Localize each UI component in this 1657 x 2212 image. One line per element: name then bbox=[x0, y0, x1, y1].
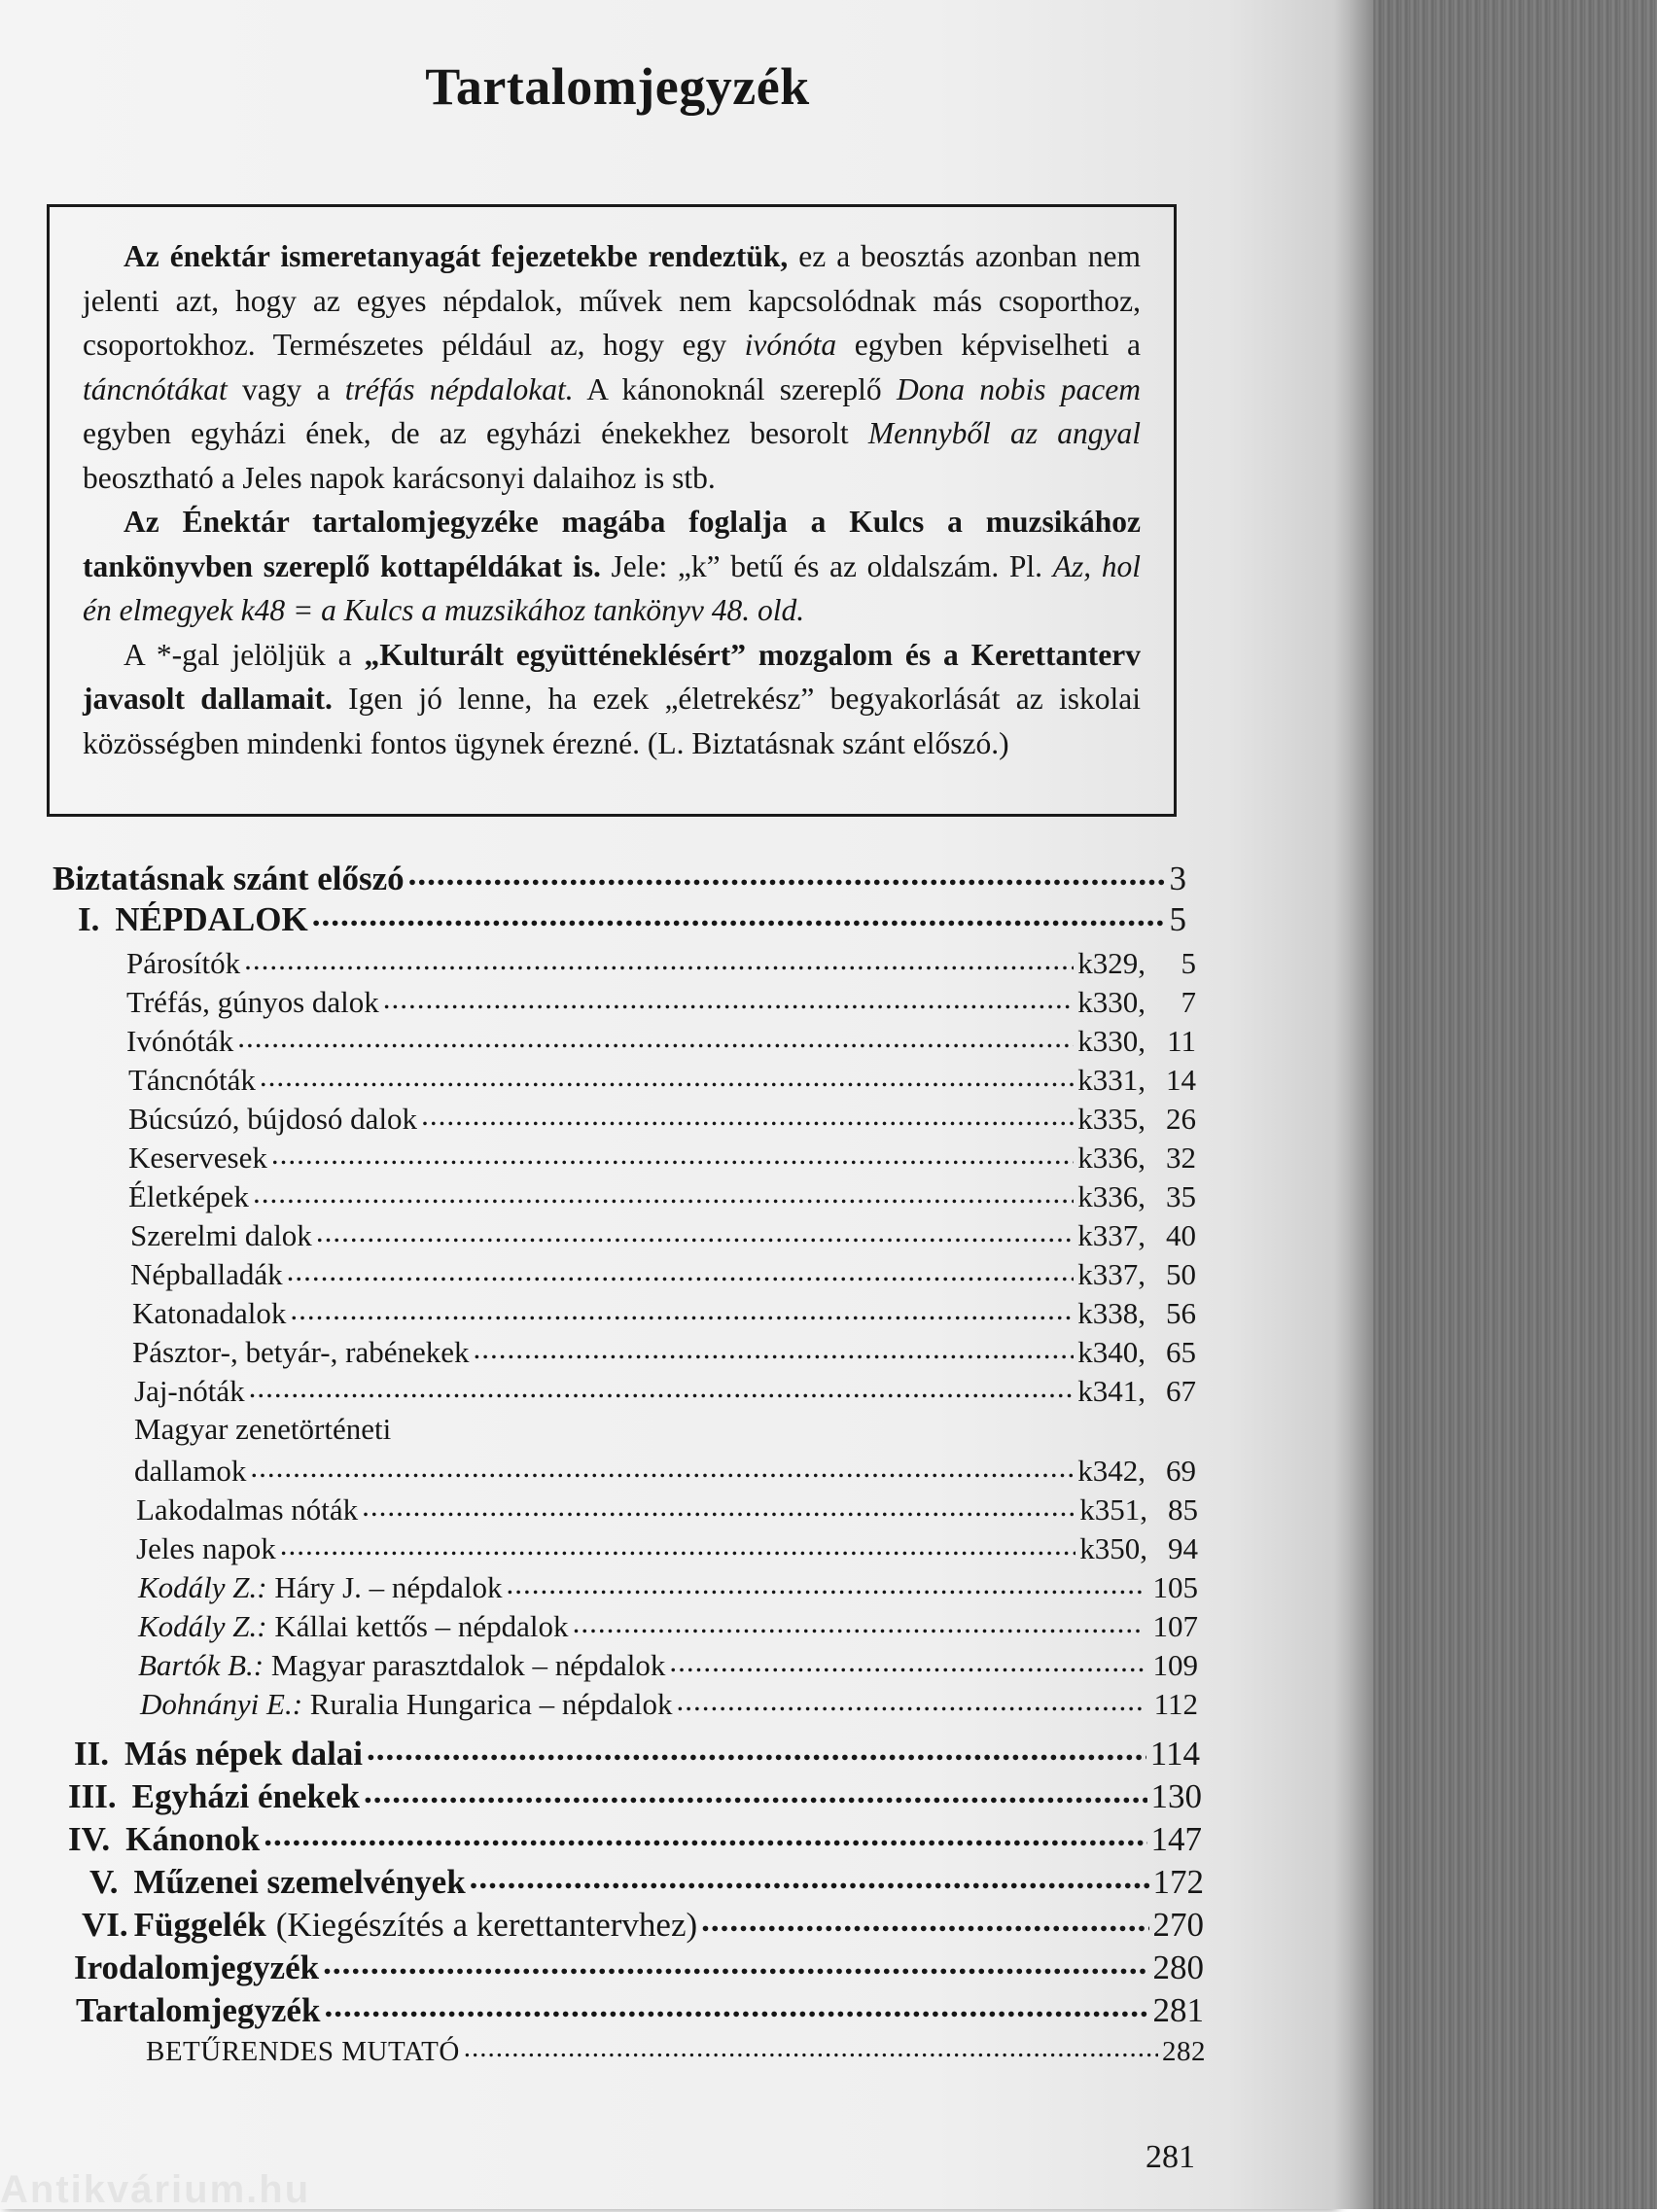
toc-entry-page: 50 bbox=[1166, 1257, 1196, 1291]
intro-p1-text-f: beosztható a Jeles napok karácsonyi dalaihoz is stb. bbox=[83, 460, 716, 495]
intro-p2-text-a: Jele: „k” betű és az oldalszám. Pl. bbox=[600, 548, 1053, 583]
leader-dots bbox=[573, 1606, 1144, 1636]
intro-p1-italic-3: tréfás népdalokat. bbox=[344, 371, 574, 406]
toc-entry-label: Keservesek bbox=[128, 1141, 267, 1175]
toc-entry[interactable] bbox=[74, 1731, 1200, 1773]
toc-entry-label: Táncnóták bbox=[128, 1063, 256, 1097]
toc-entry[interactable] bbox=[130, 1215, 1196, 1253]
toc-entry[interactable] bbox=[126, 943, 1196, 981]
toc-entry-label: Ruralia Hungarica – népdalok bbox=[309, 1687, 673, 1721]
toc-entry-label: Népballadák bbox=[130, 1257, 283, 1291]
toc-entry-kref: k337, bbox=[1077, 1218, 1146, 1252]
toc-entry[interactable] bbox=[132, 1332, 1196, 1370]
toc-entry-label: Magyar parasztdalok – népdalok bbox=[270, 1648, 666, 1682]
toc-entry-kref: k329, bbox=[1077, 946, 1146, 980]
toc-entry-page: 67 bbox=[1166, 1374, 1196, 1408]
leader-dots bbox=[324, 1987, 1148, 2021]
toc-entry-page: 3 bbox=[1169, 860, 1186, 897]
toc-entry-kref: k335, bbox=[1077, 1102, 1146, 1136]
intro-p3-text-a: A *-gal jelöljük a bbox=[123, 637, 365, 672]
intro-p1-italic-1: ivónóta bbox=[744, 328, 837, 362]
toc-entry-label: Lakodalmas nóták bbox=[136, 1492, 359, 1527]
toc-entry-number: VI. bbox=[82, 1906, 128, 1944]
watermark: Antikvárium.hu bbox=[0, 2168, 311, 2211]
intro-p1-text-d: A kánonoknál szereplő bbox=[573, 371, 897, 406]
toc-entry[interactable] bbox=[128, 1138, 1196, 1176]
toc-entry[interactable] bbox=[134, 1371, 1196, 1409]
intro-p2-italic: Az, hol én elmegyek k48 = a Kulcs a muzsikához tankönyv 48. old. bbox=[83, 548, 1141, 627]
leader-dots bbox=[507, 1567, 1144, 1598]
toc-entry-page: 112 bbox=[1153, 1687, 1198, 1721]
page-edge bbox=[1334, 0, 1373, 2209]
leader-dots bbox=[237, 1021, 1074, 1051]
leader-dots bbox=[249, 1371, 1075, 1401]
toc-entry-kref: k351, bbox=[1079, 1492, 1147, 1527]
toc-entry-kref: k331, bbox=[1077, 1063, 1146, 1097]
toc-entry-page: 270 bbox=[1152, 1906, 1204, 1944]
leader-dots bbox=[244, 943, 1074, 973]
toc-entry[interactable] bbox=[138, 1606, 1198, 1644]
toc-entry-page: 7 bbox=[1181, 985, 1196, 1019]
leader-dots bbox=[473, 1332, 1074, 1362]
toc-entry-page: 130 bbox=[1150, 1777, 1202, 1815]
toc-entry-label: NÉPDALOK bbox=[115, 900, 308, 938]
toc-entry[interactable] bbox=[126, 1021, 1196, 1059]
toc-entry-label: Katonadalok bbox=[132, 1296, 287, 1330]
toc-entry-label: Ivónóták bbox=[126, 1024, 234, 1058]
toc-entry-kref: k336, bbox=[1077, 1179, 1146, 1213]
leader-dots bbox=[290, 1293, 1074, 1323]
intro-p1-text-b: egyben képviselheti a bbox=[836, 328, 1142, 362]
toc-entry-label: Irodalomjegyzék bbox=[74, 1949, 320, 1986]
toc-entry[interactable] bbox=[74, 1945, 1204, 1987]
toc-entry-number: I. bbox=[78, 900, 100, 938]
leader-dots bbox=[464, 2032, 1158, 2060]
toc-entry-page: 14 bbox=[1166, 1063, 1196, 1097]
leader-dots bbox=[421, 1099, 1074, 1129]
toc-entry[interactable] bbox=[78, 896, 1186, 939]
toc-entry-page: 147 bbox=[1150, 1820, 1202, 1858]
toc-entry-label: Kánonok bbox=[125, 1820, 261, 1858]
toc-entry[interactable] bbox=[53, 856, 1186, 898]
toc-entry-kref: k338, bbox=[1077, 1296, 1146, 1330]
toc-entry-page: 281 bbox=[1152, 1991, 1204, 2029]
toc-entry-label: Kállai kettős – népdalok bbox=[274, 1609, 569, 1643]
toc-entry-number: IV. bbox=[68, 1820, 111, 1858]
toc-entry-note: (Kiegészítés a kerettantervhez) bbox=[275, 1906, 698, 1944]
toc-entry[interactable] bbox=[132, 1293, 1196, 1331]
toc-entry-composer: Bartók B.: bbox=[138, 1648, 264, 1682]
toc-entry-page: 109 bbox=[1152, 1648, 1198, 1682]
intro-p1-italic-5: Mennyből az angyal bbox=[867, 416, 1141, 450]
toc-entry-page: 280 bbox=[1152, 1949, 1204, 1986]
toc-entry-label: Jeles napok bbox=[136, 1531, 276, 1565]
toc-entry-kref: k330, bbox=[1077, 985, 1146, 1019]
toc-entry-page: 35 bbox=[1166, 1179, 1196, 1213]
toc-entry-kref: k340, bbox=[1077, 1335, 1146, 1369]
toc-entry-label: Egyházi énekek bbox=[131, 1777, 360, 1815]
toc-entry-page: 172 bbox=[1152, 1863, 1204, 1901]
toc-entry[interactable] bbox=[128, 1176, 1196, 1214]
leader-dots bbox=[408, 856, 1166, 890]
toc-entry-label: Függelék bbox=[133, 1906, 266, 1944]
toc-entry-page: 282 bbox=[1162, 2036, 1206, 2067]
toc-entry-kref: k341, bbox=[1077, 1374, 1146, 1408]
toc-entry-label: Más népek dalai bbox=[124, 1735, 364, 1773]
toc-entry[interactable] bbox=[68, 1816, 1202, 1859]
toc-entry-label: Jaj-nóták bbox=[134, 1374, 245, 1408]
leader-dots bbox=[250, 1451, 1074, 1481]
leader-dots bbox=[316, 1215, 1074, 1246]
leader-dots bbox=[260, 1060, 1074, 1090]
toc-entry-label: Magyar zenetörténeti bbox=[134, 1412, 392, 1446]
leader-dots bbox=[312, 896, 1166, 930]
toc-entry[interactable] bbox=[89, 1859, 1204, 1902]
toc-entry[interactable] bbox=[136, 1490, 1198, 1527]
leader-dots bbox=[287, 1254, 1075, 1284]
leader-dots bbox=[669, 1645, 1144, 1675]
toc-entry-page: 5 bbox=[1169, 900, 1186, 938]
toc-entry-number: III. bbox=[68, 1777, 117, 1815]
toc-entry-label: Pásztor-, betyár-, rabénekek bbox=[132, 1335, 470, 1369]
toc-entry[interactable] bbox=[76, 1987, 1204, 2030]
toc-entry[interactable] bbox=[146, 2032, 1206, 2068]
toc-entry-page: 107 bbox=[1152, 1609, 1198, 1643]
toc-entry-number: II. bbox=[74, 1735, 109, 1773]
intro-p1-text-e: egyben egyházi ének, de az egyházi énekekhez besorolt bbox=[83, 416, 868, 450]
page-title: Tartalomjegyzék bbox=[425, 57, 810, 116]
leader-dots bbox=[364, 1773, 1147, 1808]
toc-entry-page: 94 bbox=[1168, 1531, 1198, 1565]
leader-dots bbox=[264, 1816, 1146, 1850]
toc-entry-page: 11 bbox=[1167, 1024, 1196, 1058]
toc-entry-label: Háry J. – népdalok bbox=[274, 1570, 503, 1604]
toc-entry[interactable] bbox=[82, 1902, 1204, 1945]
toc-entry-page: 105 bbox=[1152, 1570, 1198, 1604]
toc-entry[interactable] bbox=[126, 982, 1196, 1020]
leader-dots bbox=[367, 1731, 1146, 1765]
toc-entry[interactable] bbox=[130, 1254, 1196, 1292]
leader-dots bbox=[280, 1528, 1075, 1559]
intro-p1-text-c: vagy a bbox=[227, 371, 345, 406]
toc-entry[interactable] bbox=[128, 1099, 1196, 1137]
toc-entry-label: Tréfás, gúnyos dalok bbox=[126, 985, 379, 1019]
leader-dots bbox=[271, 1138, 1074, 1168]
toc-entry[interactable] bbox=[136, 1528, 1198, 1566]
toc-entry-kref: k330, bbox=[1077, 1024, 1146, 1058]
toc-entry-page: 40 bbox=[1166, 1218, 1196, 1252]
intro-p2-bold: Az Énektár tartalomjegyzéke magába foglalja a Kulcs a muzsikához tankönyvben szereplő kottapéldákat is. bbox=[83, 505, 1141, 583]
toc-entry-composer: Kodály Z.: bbox=[138, 1570, 267, 1604]
toc-entry-page: 56 bbox=[1166, 1296, 1196, 1330]
toc-entry-label: Életképek bbox=[128, 1179, 249, 1213]
intro-p3-bold: „Kulturált együtténeklésért” mozgalom és a Kerettanterv javasolt dallamait. bbox=[83, 637, 1141, 716]
toc-entry-page: 69 bbox=[1166, 1454, 1196, 1488]
toc-entry-kref: k337, bbox=[1077, 1257, 1146, 1291]
toc-entry[interactable] bbox=[68, 1773, 1202, 1816]
toc-entry-kref: k350, bbox=[1079, 1531, 1147, 1565]
toc-entry-label: Biztatásnak szánt előszó bbox=[53, 860, 405, 897]
toc-entry[interactable] bbox=[140, 1684, 1198, 1722]
toc-entry[interactable] bbox=[128, 1060, 1196, 1098]
toc-entry-page: 26 bbox=[1166, 1102, 1196, 1136]
leader-dots bbox=[677, 1684, 1144, 1714]
toc-entry-page: 85 bbox=[1168, 1492, 1198, 1527]
toc-entry[interactable] bbox=[138, 1567, 1198, 1605]
toc-entry-label: BETŰRENDES MUTATÓ bbox=[146, 2036, 460, 2067]
intro-p3-text-b: Igen jó lenne, ha ezek „életrekész” begyakorlását az iskolai közösségben mindenki fontos ügynek érezné. (L. Biztatásnak szánt előszó.) bbox=[83, 682, 1141, 760]
toc-entry-line1 bbox=[134, 1412, 718, 1447]
toc-entry-label: dallamok bbox=[134, 1454, 247, 1488]
toc-entry-page: 32 bbox=[1166, 1141, 1196, 1175]
leader-dots bbox=[253, 1176, 1074, 1207]
leader-dots bbox=[362, 1490, 1075, 1520]
intro-p1-italic-2: táncnótákat bbox=[83, 371, 228, 406]
toc-entry-label: Műzenei szemelvények bbox=[133, 1863, 466, 1901]
leader-dots bbox=[701, 1902, 1148, 1936]
toc-entry-label: Szerelmi dalok bbox=[130, 1218, 312, 1252]
intro-p1-text-a: ez a beosztás azonban nem jelenti azt, hogy az egyes népdalok, művek nem kapcsolódnak más csoporthoz, csoportokhoz. Természetes például az, hogy egy bbox=[83, 239, 1141, 362]
toc-entry-kref: k342, bbox=[1077, 1454, 1146, 1488]
page-number: 281 bbox=[1146, 2139, 1195, 2175]
toc-entry-label: Párosítók bbox=[126, 946, 241, 980]
toc-entry[interactable] bbox=[134, 1451, 1196, 1489]
toc-entry-label: Búcsúzó, bújdosó dalok bbox=[128, 1102, 418, 1136]
toc-entry-page: 65 bbox=[1166, 1335, 1196, 1369]
toc-entry-page: 114 bbox=[1149, 1735, 1200, 1773]
leader-dots bbox=[383, 982, 1074, 1012]
toc-entry-composer: Kodály Z.: bbox=[138, 1609, 267, 1643]
toc-entry-label: Tartalomjegyzék bbox=[76, 1991, 321, 2029]
toc-entry-number: V. bbox=[89, 1863, 119, 1901]
toc-entry-kref: k336, bbox=[1077, 1141, 1146, 1175]
toc-entry-page: 5 bbox=[1181, 946, 1196, 980]
leader-dots bbox=[470, 1859, 1149, 1893]
leader-dots bbox=[323, 1945, 1148, 1979]
toc-entry-composer: Dohnányi E.: bbox=[140, 1687, 303, 1721]
intro-p1-bold: Az énektár ismeretanyagát fejezetekbe rendeztük, bbox=[123, 239, 789, 273]
intro-p1-italic-4: Dona nobis pacem bbox=[896, 371, 1141, 406]
toc-entry[interactable] bbox=[138, 1645, 1198, 1683]
